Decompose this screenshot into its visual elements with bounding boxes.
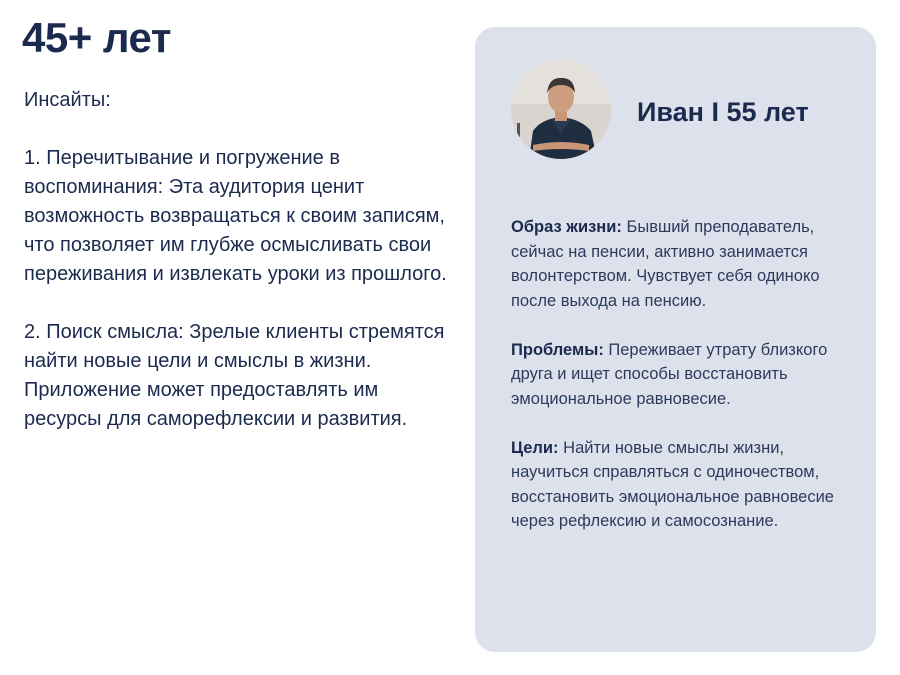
goals-text: Найти новые смыслы жизни, научиться справляться с одиночеством, восстановить эмоциональное равновесие через рефлексию и самосознание. — [511, 438, 834, 530]
problems-paragraph — [511, 338, 856, 412]
lifestyle-label: Образ жизни: — [511, 218, 622, 236]
persona-details — [511, 215, 856, 534]
persona-card — [475, 27, 876, 652]
problems-label: Проблемы: — [511, 340, 604, 359]
problems-text: Переживает утрату близкого друга и ищет способы восстановить эмоциональное равновесие. — [511, 340, 828, 408]
lifestyle-text: Бывший преподаватель, сейчас на пенсии, активно занимается волонтерством. Чувствует себя одиноко после выхода на пенсию. — [511, 218, 820, 310]
page-title: 45+ лет — [22, 14, 171, 61]
persona-name: Иван I 55 лет — [637, 97, 809, 127]
insights-heading: Инсайты: — [24, 89, 111, 111]
lifestyle-paragraph — [511, 215, 856, 313]
insights-section — [24, 86, 454, 434]
goals-paragraph — [511, 436, 856, 534]
insight-item-1: 1. Перечитывание и погружение в воспоминания: Эта аудитория ценит возможность возвращаться к своим записям, что позволяет им глубже осмысливать свои переживания и извлекать уроки из прошлого. — [24, 147, 447, 285]
goals-label: Цели: — [511, 438, 559, 457]
insight-item-2: 2. Поиск смысла: Зрелые клиенты стремятся найти новые цели и смыслы в жизни. Приложение может предоставлять им ресурсы для саморефлексии и развития. — [24, 321, 445, 430]
persona-avatar — [511, 59, 611, 159]
